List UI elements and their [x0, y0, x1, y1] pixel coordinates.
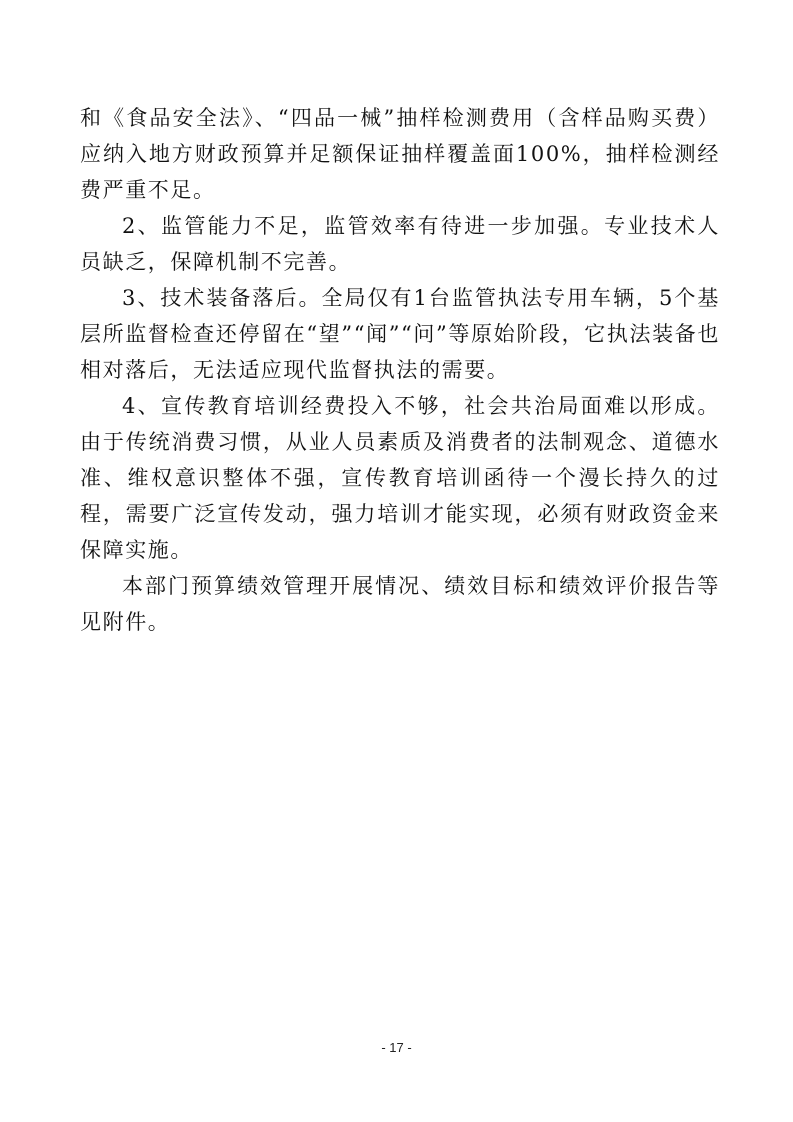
paragraph-continuation: 和《食品安全法》、“四品一械”抽样检测费用（含样品购买费）应纳入地方财政预算并足额保证抽样覆盖面100%，抽样检测经费严重不足。: [80, 106, 720, 202]
paragraph-item-4: 4、宣传教育培训经费投入不够，社会共治局面难以形成。由于传统消费习惯，从业人员素质及消费者的法制观念、道德水准、维权意识整体不强，宣传教育培训函待一个漫长持久的过程，需要广泛宣传发动，强力培训才能实现，必须有财政资金来保障实施。: [80, 394, 720, 562]
paragraph-closing: 本部门预算绩效管理开展情况、绩效目标和绩效评价报告等见附件。: [80, 574, 720, 634]
body-text: [80, 100, 720, 640]
page-number: - 17 -: [381, 1040, 412, 1055]
paragraph-item-3: 3、技术装备落后。全局仅有1台监管执法专用车辆，5个基层所监督检查还停留在“望”“闻”“问”等原始阶段，它执法装备也相对落后，无法适应现代监督执法的需要。: [80, 286, 720, 382]
paragraph-item-2: 2、监管能力不足，监管效率有待进一步加强。专业技术人员缺乏，保障机制不完善。: [80, 214, 720, 274]
